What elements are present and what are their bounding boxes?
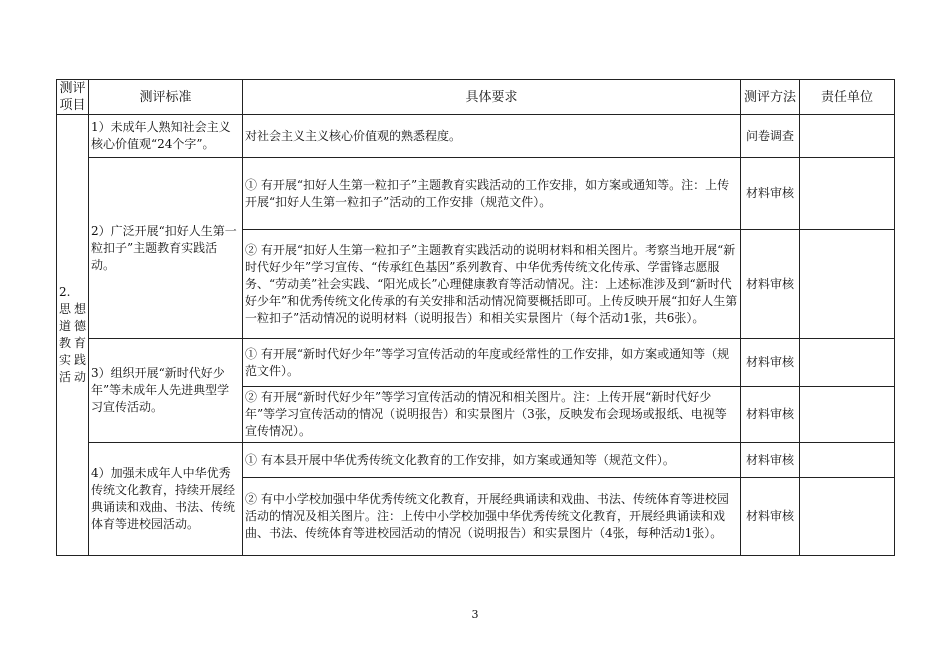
- unit-1: [800, 115, 895, 158]
- unit-4a: [800, 443, 895, 478]
- unit-3a: [800, 339, 895, 387]
- criterion-1: 1）未成年人熟知社会主义核心价值观“24个字”。: [89, 115, 243, 158]
- requirement-4a: ① 有本县开展中华优秀传统文化教育的工作安排，如方案或通知等（规范文件）。: [243, 443, 741, 478]
- evaluation-table: [56, 79, 895, 556]
- requirement-3a: ① 有开展“新时代好少年”等学习宣传活动的年度或经常性的工作安排，如方案或通知等（规范文件）。: [243, 339, 741, 387]
- method-3a: 材料审核: [741, 339, 800, 387]
- requirement-2b: ② 有开展“扣好人生第一粒扣子”主题教育实践活动的说明材料和相关图片。考察当地开展“新时代好少年”学习宣传、“传承红色基因”系列教育、中华优秀传统文化传承、学雷锋志愿服务、“劳动美”社会实践、“阳光成长”心理健康教育等活动情况。注：上述标准涉及到“新时代好少年”和优秀传统文化传承的有关安排和活动情况简要概括即可。上传反映开展“扣好人生第一粒扣子”活动情况的说明材料（说明报告）和相关实景图片（每个活动1张，共6张）。: [243, 230, 741, 339]
- requirement-3b: ② 有开展“新时代好少年”等学习宣传活动的情况和相关图片。注：上传开展“新时代好少年”等学习宣传活动的情况（说明报告）和实景图片（3张，反映发布会现场或报纸、电视等宣传情况）。: [243, 387, 741, 443]
- criterion-2: 2）广泛开展“扣好人生第一粒扣子”主题教育实践活动。: [89, 158, 243, 339]
- requirement-1: 对社会主义主义核心价值观的熟悉程度。: [243, 115, 741, 158]
- table-row: [57, 158, 895, 230]
- requirement-2a: ① 有开展“扣好人生第一粒扣子”主题教育实践活动的工作安排，如方案或通知等。注：上传开展“扣好人生第一粒扣子”活动的工作安排（规范文件）。: [243, 158, 741, 230]
- criterion-4: 4）加强未成年人中华优秀传统文化教育，持续开展经典诵读和戏曲、书法、传统体育等进校园活动。: [89, 443, 243, 556]
- header-method: 测评方法: [741, 80, 800, 115]
- table-row: [57, 443, 895, 478]
- unit-3b: [800, 387, 895, 443]
- header-item: 测评项目: [57, 80, 89, 115]
- method-2b: 材料审核: [741, 230, 800, 339]
- requirement-4b: ② 有中小学校加强中华优秀传统文化教育，开展经典诵读和戏曲、书法、传统体育等进校园活动的情况及相关图片。注：上传中小学校加强中华优秀传统文化教育，开展经典诵读和戏曲、书法、传统体育等进校园活动的情况（说明报告）和实景图片（4张，每种活动1张）。: [243, 478, 741, 556]
- method-2a: 材料审核: [741, 158, 800, 230]
- method-1: 问卷调查: [741, 115, 800, 158]
- table-header-row: [57, 80, 895, 115]
- table-row: [57, 115, 895, 158]
- method-4a: 材料审核: [741, 443, 800, 478]
- method-3b: 材料审核: [741, 387, 800, 443]
- header-standard: 测评标准: [89, 80, 243, 115]
- table-row: [57, 339, 895, 387]
- unit-2a: [800, 158, 895, 230]
- header-unit: 责任单位: [800, 80, 895, 115]
- unit-2b: [800, 230, 895, 339]
- method-4b: 材料审核: [741, 478, 800, 556]
- section-label: 2. 思想道德教育实践活动: [57, 115, 89, 556]
- page-number: 3: [471, 608, 479, 621]
- criterion-3: 3）组织开展“新时代好少年”等未成年人先进典型学习宣传活动。: [89, 339, 243, 443]
- header-requirement: 具体要求: [243, 80, 741, 115]
- unit-4b: [800, 478, 895, 556]
